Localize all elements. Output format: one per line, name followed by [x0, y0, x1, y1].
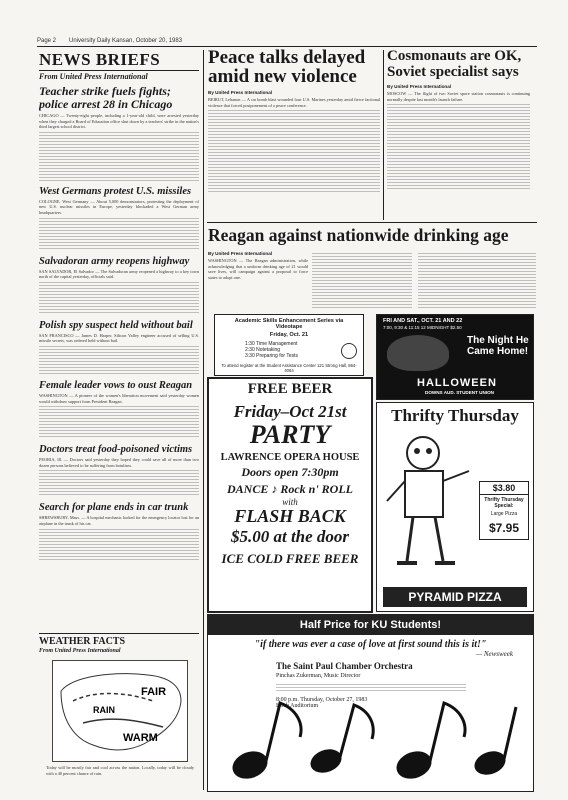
- story-lead: SAN SALVADOR, El Salvador — The Salvadoran army reopened a highway to a key town north of the capital yesterday, officials said.: [39, 268, 199, 280]
- peace-lead: BEIRUT, Lebanon — A car bomb blast wounded four U.S. Marines yesterday amid fierce factional violence that forced postponement of a peace conference.: [208, 97, 380, 108]
- story-lead: CHICAGO — Twenty-eight people, including a 1-year-old child, were arrested yesterday when they charged a Board of Education office shut down by a teachers' strike in the nation's third largest school district.: [39, 113, 199, 130]
- mascot-arms: [387, 471, 469, 501]
- party-free-beer: FREE BEER: [247, 381, 333, 397]
- drinking-body: [312, 252, 412, 310]
- chamber-conductor: Pinchas Zukerman, Music Director: [276, 673, 361, 679]
- story-lead: SHREWSBURY, Mass. — A hospital mechanic looked for the emergency locator lost for an airplane in the trunk of his car.: [39, 515, 199, 526]
- peace-byline: By United Press International: [208, 90, 273, 95]
- party-title: PARTY: [249, 420, 331, 449]
- note-head: [471, 747, 509, 779]
- story-headline: Search for plane ends in car trunk: [39, 502, 189, 514]
- map-label: RAIN: [93, 705, 115, 715]
- drinking-head-box: [208, 225, 536, 249]
- column-rule: [383, 50, 384, 220]
- map-label: FAIR: [141, 686, 167, 698]
- row-time: 2:30: [245, 347, 255, 353]
- story-body: [39, 405, 199, 439]
- row-time: 1:30: [245, 341, 255, 347]
- peace-headline: Peace talks delayed amid new violence: [208, 48, 366, 87]
- story-body: [39, 528, 199, 560]
- mascot-head: [407, 437, 439, 469]
- news-briefs-column: [39, 50, 199, 630]
- chamber-quote: "if there was ever a case of love at first sound this is it!": [254, 639, 487, 650]
- regular-price: $3.80: [480, 482, 528, 495]
- weather-map-graphic: [53, 661, 187, 761]
- note-head: [393, 747, 436, 784]
- special-label: Thrifty Thursday Special:: [484, 497, 524, 509]
- note-head: [229, 747, 272, 784]
- special-price: $7.95: [488, 521, 520, 535]
- pizza-brand: PYRAMID PIZZA: [383, 587, 527, 607]
- party-band: FLASH BACK: [234, 506, 346, 526]
- page-number: Page 2: [37, 38, 57, 44]
- weather-text: Today will be mostly fair and cool across the nation. Locally, today will be cloudy with a 40 percent chance of rain.: [46, 765, 194, 776]
- story-lead: PEORIA, Ill. — Doctors said yesterday they hoped they could save all of more than two dozen persons believed to be suffering from botulism.: [39, 457, 199, 468]
- cosmonaut-byline: By United Press International: [387, 84, 452, 89]
- drinking-lead: WASHINGTON — The Reagan administration, while acknowledging that a uniform drinking age of 21 would save lives, will campaign against a proposal to force states to adopt one.: [208, 258, 308, 280]
- briefs-rule: [39, 70, 199, 71]
- pizza-title: Thrifty Thursday: [391, 406, 519, 425]
- music-notes-icon: [208, 695, 533, 789]
- weather-rule: [39, 633, 199, 634]
- halloween-times: 7:00, 9:30 & 11:15 12 MIDNIGHT $2.50: [383, 325, 462, 330]
- peace-story: [208, 48, 380, 218]
- chamber-name: The Saint Paul Chamber Orchestra: [276, 661, 413, 671]
- news-briefs-subtitle: From United Press International: [39, 72, 148, 81]
- story-headline: Female leader vows to oust Reagan: [39, 379, 193, 391]
- chamber-source: — Newsweek: [475, 650, 513, 658]
- drinking-story: [208, 251, 536, 311]
- row-time: 3:30: [245, 353, 255, 359]
- seal-icon: [341, 343, 357, 359]
- cosmonaut-headline: Cosmonauts are OK, Soviet specialist says: [387, 48, 522, 80]
- note-stem: [430, 703, 465, 761]
- party-venue: LAWRENCE OPERA HOUSE: [220, 452, 360, 463]
- news-briefs-title: NEWS BRIEFS: [39, 50, 161, 69]
- party-price: $5.00 at the door: [230, 527, 350, 546]
- story-headline: Doctors treat food-poisoned victims: [39, 444, 193, 456]
- story-headline: Salvadoran army reopens highway: [39, 255, 190, 267]
- party-doors: Doors open 7:30pm: [241, 465, 339, 479]
- cosmonaut-story: [387, 48, 530, 218]
- mascot-eye: [414, 448, 420, 454]
- halloween-ad: [376, 314, 534, 400]
- story-lead: SAN FRANCISCO — James D. Harper, Silicon Valley engineer accused of selling U.S. missile secrets, was ordered held without bail.: [39, 332, 199, 344]
- halloween-dates: FRI AND SAT., OCT. 21 AND 22: [383, 318, 463, 324]
- section-rule: [207, 222, 537, 223]
- mascot-legs: [407, 517, 443, 561]
- drinking-headline: Reagan against nationwide drinking age: [208, 225, 509, 245]
- drinking-byline: By United Press International: [208, 251, 273, 256]
- weather-source: From United Press International: [39, 648, 121, 654]
- peace-body: [208, 109, 380, 193]
- academic-date: Friday, Oct. 21: [269, 332, 309, 338]
- column-rule: [203, 50, 204, 790]
- story-body: [39, 345, 199, 375]
- story-headline: Teacher strike fuels fights; police arrest 28 in Chicago: [39, 84, 173, 111]
- story-body: [39, 217, 199, 251]
- story-headline: Polish spy suspect held without bail: [39, 319, 193, 331]
- academic-skills-ad: [214, 314, 364, 376]
- halloween-tagline: The Night He Came Home!: [467, 335, 529, 357]
- chamber-banner: Half Price for KU Students!: [208, 615, 533, 635]
- paper-name: University Daily Kansan, October 20, 1983: [69, 38, 183, 44]
- map-label: WARM: [123, 732, 158, 744]
- weather-map: [52, 660, 188, 762]
- story-headline: West Germans protest U.S. missiles: [39, 185, 192, 197]
- note-stem: [504, 707, 516, 759]
- story-body: [39, 281, 199, 315]
- note-stem: [266, 703, 301, 761]
- halloween-venue: DOWNS AUD. STUDENT UNION: [425, 390, 494, 395]
- cosmonaut-body: [387, 103, 530, 191]
- chamber-venue: Hoch Auditorium: [276, 703, 319, 709]
- party-ad: [207, 377, 373, 613]
- note-stem: [340, 705, 373, 757]
- pumpkin-icon: [387, 335, 449, 371]
- pizza-ad: [376, 402, 534, 612]
- story-body: [39, 469, 199, 497]
- party-with: with: [282, 497, 298, 507]
- story-lead: WASHINGTON — A pioneer of the women's liberation movement said yesterday women would withdraw support from President Reagan.: [39, 392, 199, 404]
- academic-title: Academic Skills Enhancement Series via Videotape: [234, 318, 344, 330]
- academic-footer: To attend register at the Student Assistance Center 121 Strong Hall, 864-4064: [221, 363, 357, 373]
- row-topic: Notetaking: [256, 347, 281, 353]
- chamber-date: 8:00 p.m. Thursday, October 27, 1983: [276, 697, 368, 703]
- front-line: [83, 719, 163, 727]
- row-topic: Time Management: [256, 341, 298, 347]
- halloween-word: HALLOWEEN: [417, 377, 497, 389]
- chamber-orchestra-ad: [207, 614, 534, 792]
- pizza-price-card: [479, 481, 529, 540]
- party-ice-cold: ICE COLD FREE BEER: [221, 551, 359, 566]
- party-dance: DANCE ♪ Rock n' ROLL: [226, 482, 353, 496]
- row-topic: Preparing for Tests: [256, 353, 298, 359]
- special-item: Large Pizza: [490, 511, 518, 517]
- robot-mascot-icon: [383, 431, 475, 579]
- header-rule: [37, 46, 537, 47]
- drinking-body: [418, 252, 536, 310]
- cosmonaut-lead: MOSCOW — The flight of two Soviet space station cosmonauts is continuing normally despite last month's launch failure.: [387, 91, 530, 102]
- academic-row: [245, 353, 335, 359]
- story-lead: COLOGNE, West Germany — About 5,000 demonstrators, protesting the deployment of new U.S. nuclear missiles in Europe, yesterday blockaded a West German army headquarters.: [39, 198, 199, 215]
- chamber-details: [276, 683, 466, 693]
- note-head: [307, 745, 345, 777]
- mascot-eye: [426, 448, 432, 454]
- mascot-body: [405, 471, 443, 517]
- story-body: [39, 131, 199, 181]
- party-date: Friday–Oct 21st: [233, 402, 347, 421]
- weather-title: WEATHER FACTS: [39, 636, 126, 647]
